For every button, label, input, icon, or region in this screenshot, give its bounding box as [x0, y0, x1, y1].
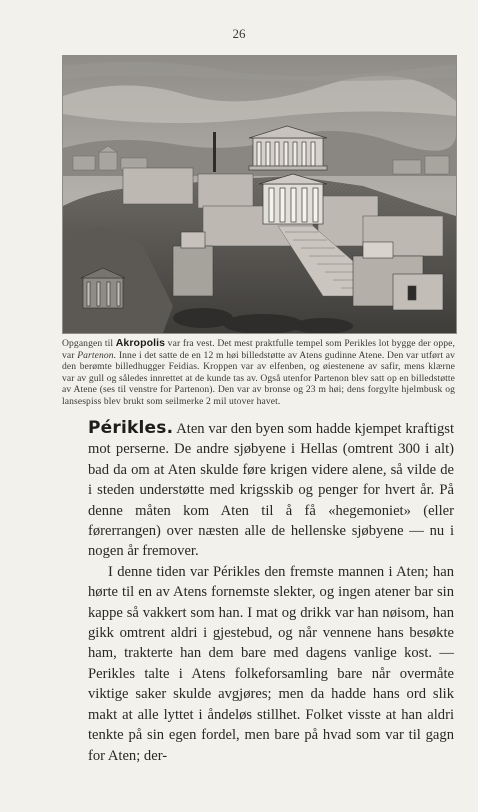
acropolis-illustration [62, 55, 457, 334]
acropolis-engraving-icon [63, 56, 456, 333]
caption-text-1: var fra vest. Det mest praktfulle tempel som Perikles lot bygge der oppe, var [62, 338, 455, 361]
figure-caption [62, 338, 455, 408]
caption-bold-term: Akropolis [115, 337, 166, 349]
body-text [88, 418, 454, 766]
paragraph-2: I denne tiden var Périkles den fremste mannen i Aten; han hørte til en av Atens fornemste slekter, og ingen atener bar sin kappe så vakkert som han. I mat og drikk var han nøisom, han gikk omtrent aldri i gjestebud, og når vennene hans besøkte ham, trakterte han dem bare med dagens vanlige kost. — Perikles talte i Atens folkeforsamling bare når overmåte viktige saker skulde avgjøres; men da hadde hans ord slik makt at alle lyttet i åndeløs stillhet. Folket visste at han aldri tenkte på sin egen fordel, men bare på hvad som var til gagn for Aten; der- [88, 563, 454, 764]
caption-text-2: Inne i det satte de en 12 m høi billedstøtte av Atens gudinne Atene. Den var utført av den berømte billedhugger Feidias. Kroppen var av elfenben, og øiestenene av safir, mens klærne var av gull og således innrettet at de kunde tas av. Også utenfor Partenon blev satt op en billedstøtte av Atene (ses til venstre for Partenon). Den var av bronse og 23 m høi; dens forgylte hjelmbusk og lansespiss blev brukt som seilmerke 2 mil utover havet. [62, 349, 455, 407]
paragraph-1-text: Aten var den byen som hadde kjempet kraftigst mot perserne. De andre sjøbyene i Hellas (omtrent 300 i alt) bad da om at Aten skulde føre krigen videre alene, så vilde de i steden understøtte med krigsskib og penger for hvert år. På denne måten kom Aten til å få «hegemoniet» (eller førerrangen) over næsten alle de hellenske sjøbyene — nu i nogen år fremover. [88, 421, 454, 560]
page-number: 26 [232, 26, 246, 41]
caption-italic-term: Partenon. [77, 349, 117, 361]
section-heading: Périkles. [88, 418, 174, 438]
paragraph-1 [88, 418, 454, 562]
caption-prefix: Opgangen til [62, 338, 116, 349]
